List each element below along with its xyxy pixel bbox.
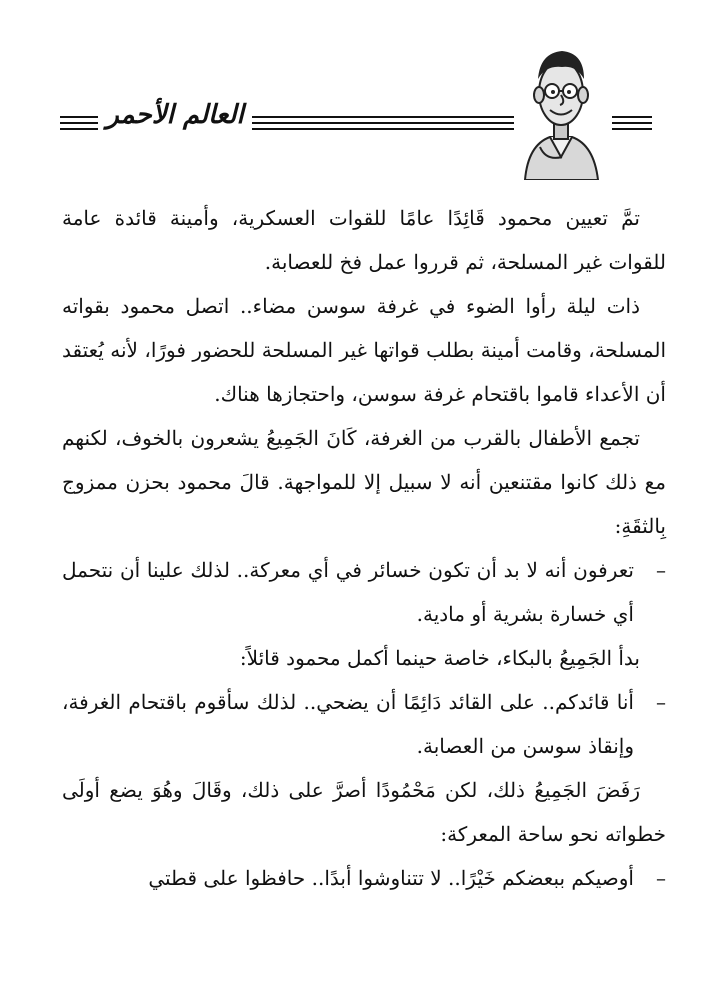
dialog-paragraph: [62, 856, 666, 900]
dialog-text: أنا قائدكم.. على القائد دَائِمًا أن يضحي.. لذلك سأقوم باقتحام الغرفة، وإنقاذ سوسن من العصابة.: [62, 690, 634, 758]
header-rule-right: [612, 116, 652, 130]
header-rule-middle: [252, 116, 514, 130]
chapter-title: العالم الأحمر: [106, 100, 244, 130]
dialog-text: أوصيكم ببعضكم خَيْرًا.. لا تتناوشوا أبدًا.. حافظوا على قطتي: [148, 866, 634, 890]
paragraph: رَفَضَ الجَمِيعُ ذلك، لكن مَحْمُودًا أصرَّ على ذلك، وقَالَ وهُوَ يضع أولَى خطواته نحو ساحة المعركة:: [62, 778, 666, 846]
dialog-dash: –: [656, 558, 666, 582]
paragraph: ذات ليلة رأوا الضوء في غرفة سوسن مضاء.. اتصل محمود بقواته المسلحة، وقامت أمينة بطلب قواتها غير المسلحة للحضور فورًا، لأنه يُعتقد أن الأعداء قاموا باقتحام غرفة سوسن، واحتجازها هناك.: [62, 294, 666, 406]
header-rule-left: [60, 116, 98, 130]
dialog-text: تعرفون أنه لا بد أن تكون خسائر في أي معركة.. لذلك علينا أن نتحمل أي خسارة بشرية أو مادية.: [62, 558, 634, 626]
dialog-dash: –: [656, 866, 666, 890]
mascot-illustration: [510, 45, 610, 180]
dialog-paragraph: [62, 548, 666, 636]
dialog-dash: –: [656, 690, 666, 714]
dialog-paragraph: [62, 680, 666, 768]
paragraph: تجمع الأطفال بالقرب من الغرفة، كَانَ الجَمِيعُ يشعرون بالخوف، لكنهم مع ذلك كانوا مقتنعين أنه لا سبيل إلا للمواجهة. قالَ محمود بحزن ممزوج بِالثقَةِ:: [62, 426, 666, 538]
paragraph: بدأ الجَمِيعُ بالبكاء، خاصة حينما أكمل محمود قائلاً:: [239, 646, 640, 670]
paragraph: تمَّ تعيين محمود قَائِدًا عامًا للقوات العسكرية، وأمينة قائدة عامة للقوات غير المسلحة، ثم قرروا عمل فخ للعصابة.: [62, 206, 666, 274]
page-body: [62, 196, 666, 900]
